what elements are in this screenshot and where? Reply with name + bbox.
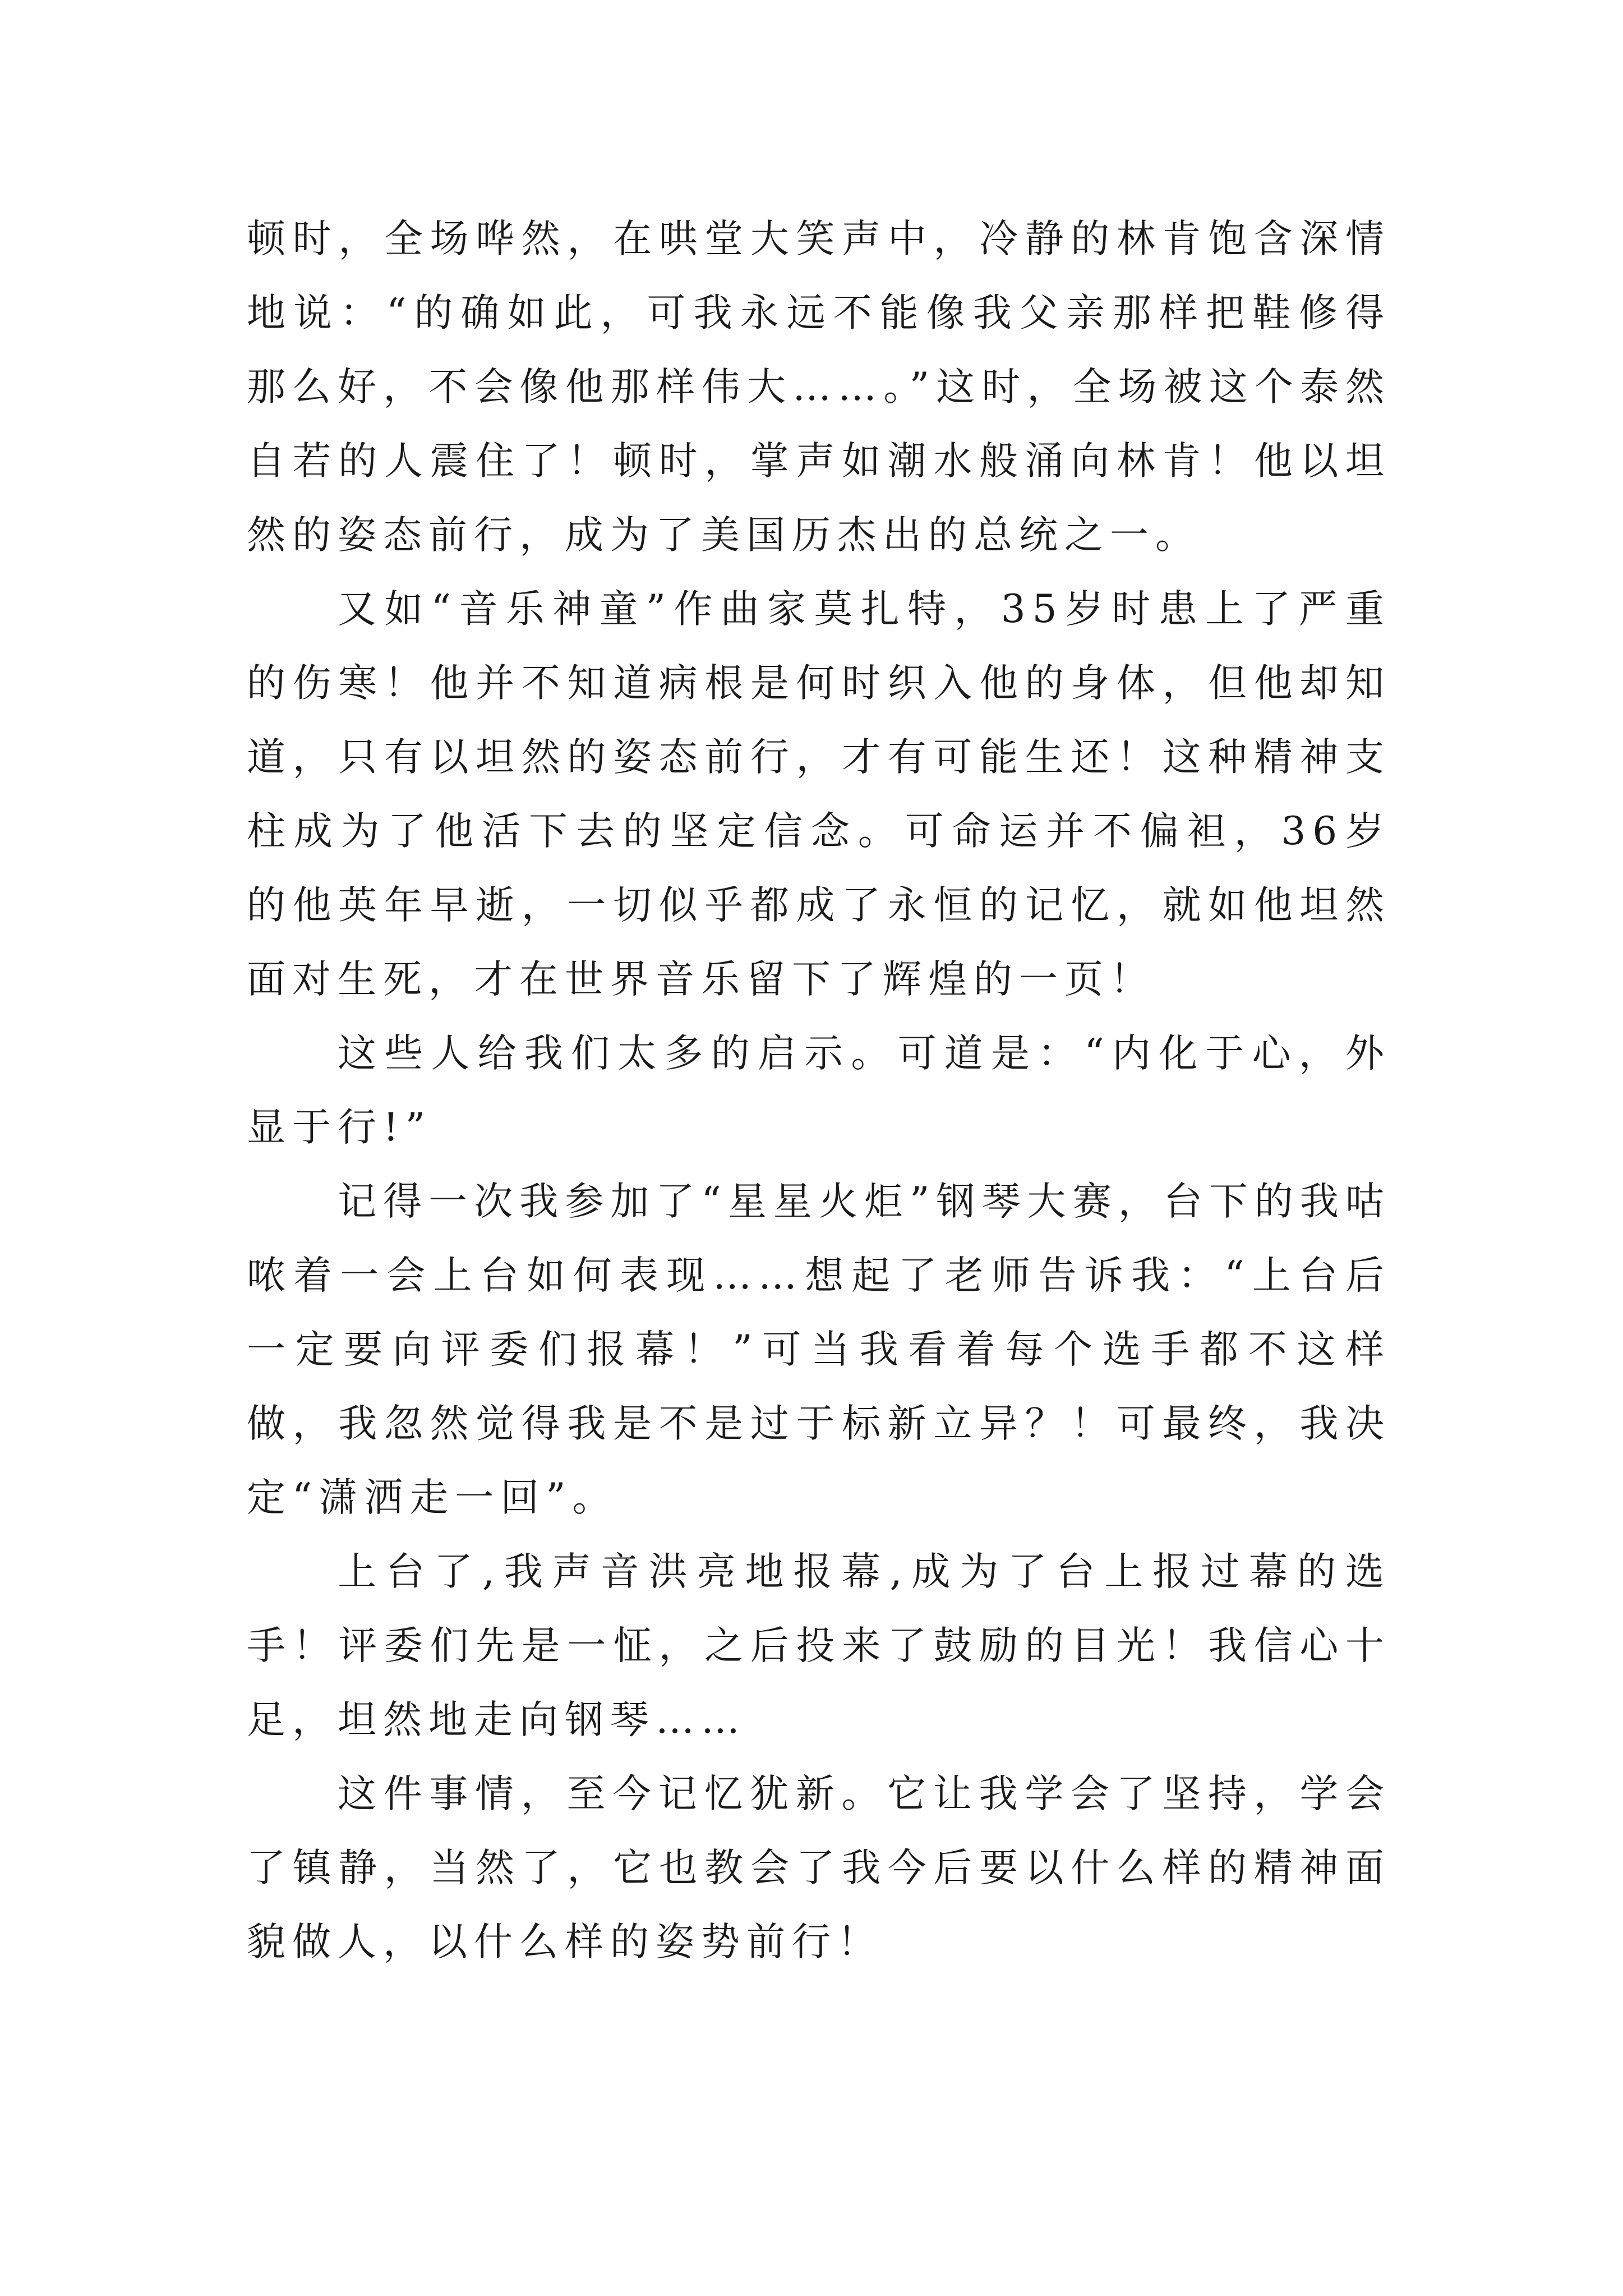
paragraph-1: 顿时，全场哗然，在哄堂大笑声中，冷静的林肯饱含深情地说：“的确如此，可我永远不能像我父亲那样把鞋修得那么好，不会像他那样伟大……。”这时，全场被这个泰然自若的人震住了！顿时，掌声如潮水般涌向林肯！他以坦然的姿态前行，成为了美国历杰出的总统之一。 [247,217,1391,558]
document-body [247,202,1391,1979]
paragraph-4: 记得一次我参加了“星星火炬”钢琴大赛，台下的我咕哝着一会上台如何表现……想起了老师告诉我：“上台后一定要向评委们报幕！”可当我看着每个选手都不这样做，我忽然觉得我是不是过于标新立异？！可最终，我决定“潇洒走一回”。 [247,1179,1391,1520]
paragraph-5: 上台了,我声音洪亮地报幕,成为了台上报过幕的选手！评委们先是一怔，之后投来了鼓励的目光！我信心十足，坦然地走向钢琴…… [247,1549,1391,1742]
paragraph-3: 这些人给我们太多的启示。可道是：“内化于心，外显于行!” [247,1031,1391,1150]
paragraph-6: 这件事情，至今记忆犹新。它让我学会了坚持，学会了镇静，当然了，它也教会了我今后要以什么样的精神面貌做人，以什么样的姿势前行！ [247,1772,1391,1964]
paragraph-2: 又如“音乐神童”作曲家莫扎特，35岁时患上了严重的伤寒！他并不知道病根是何时织入他的身体，但他却知道，只有以坦然的姿态前行，才有可能生还！这种精神支柱成为了他活下去的坚定信念。可命运并不偏袒，36岁的他英年早逝，一切似乎都成了永恒的记忆，就如他坦然面对生死，才在世界音乐留下了辉煌的一页！ [247,587,1391,1002]
